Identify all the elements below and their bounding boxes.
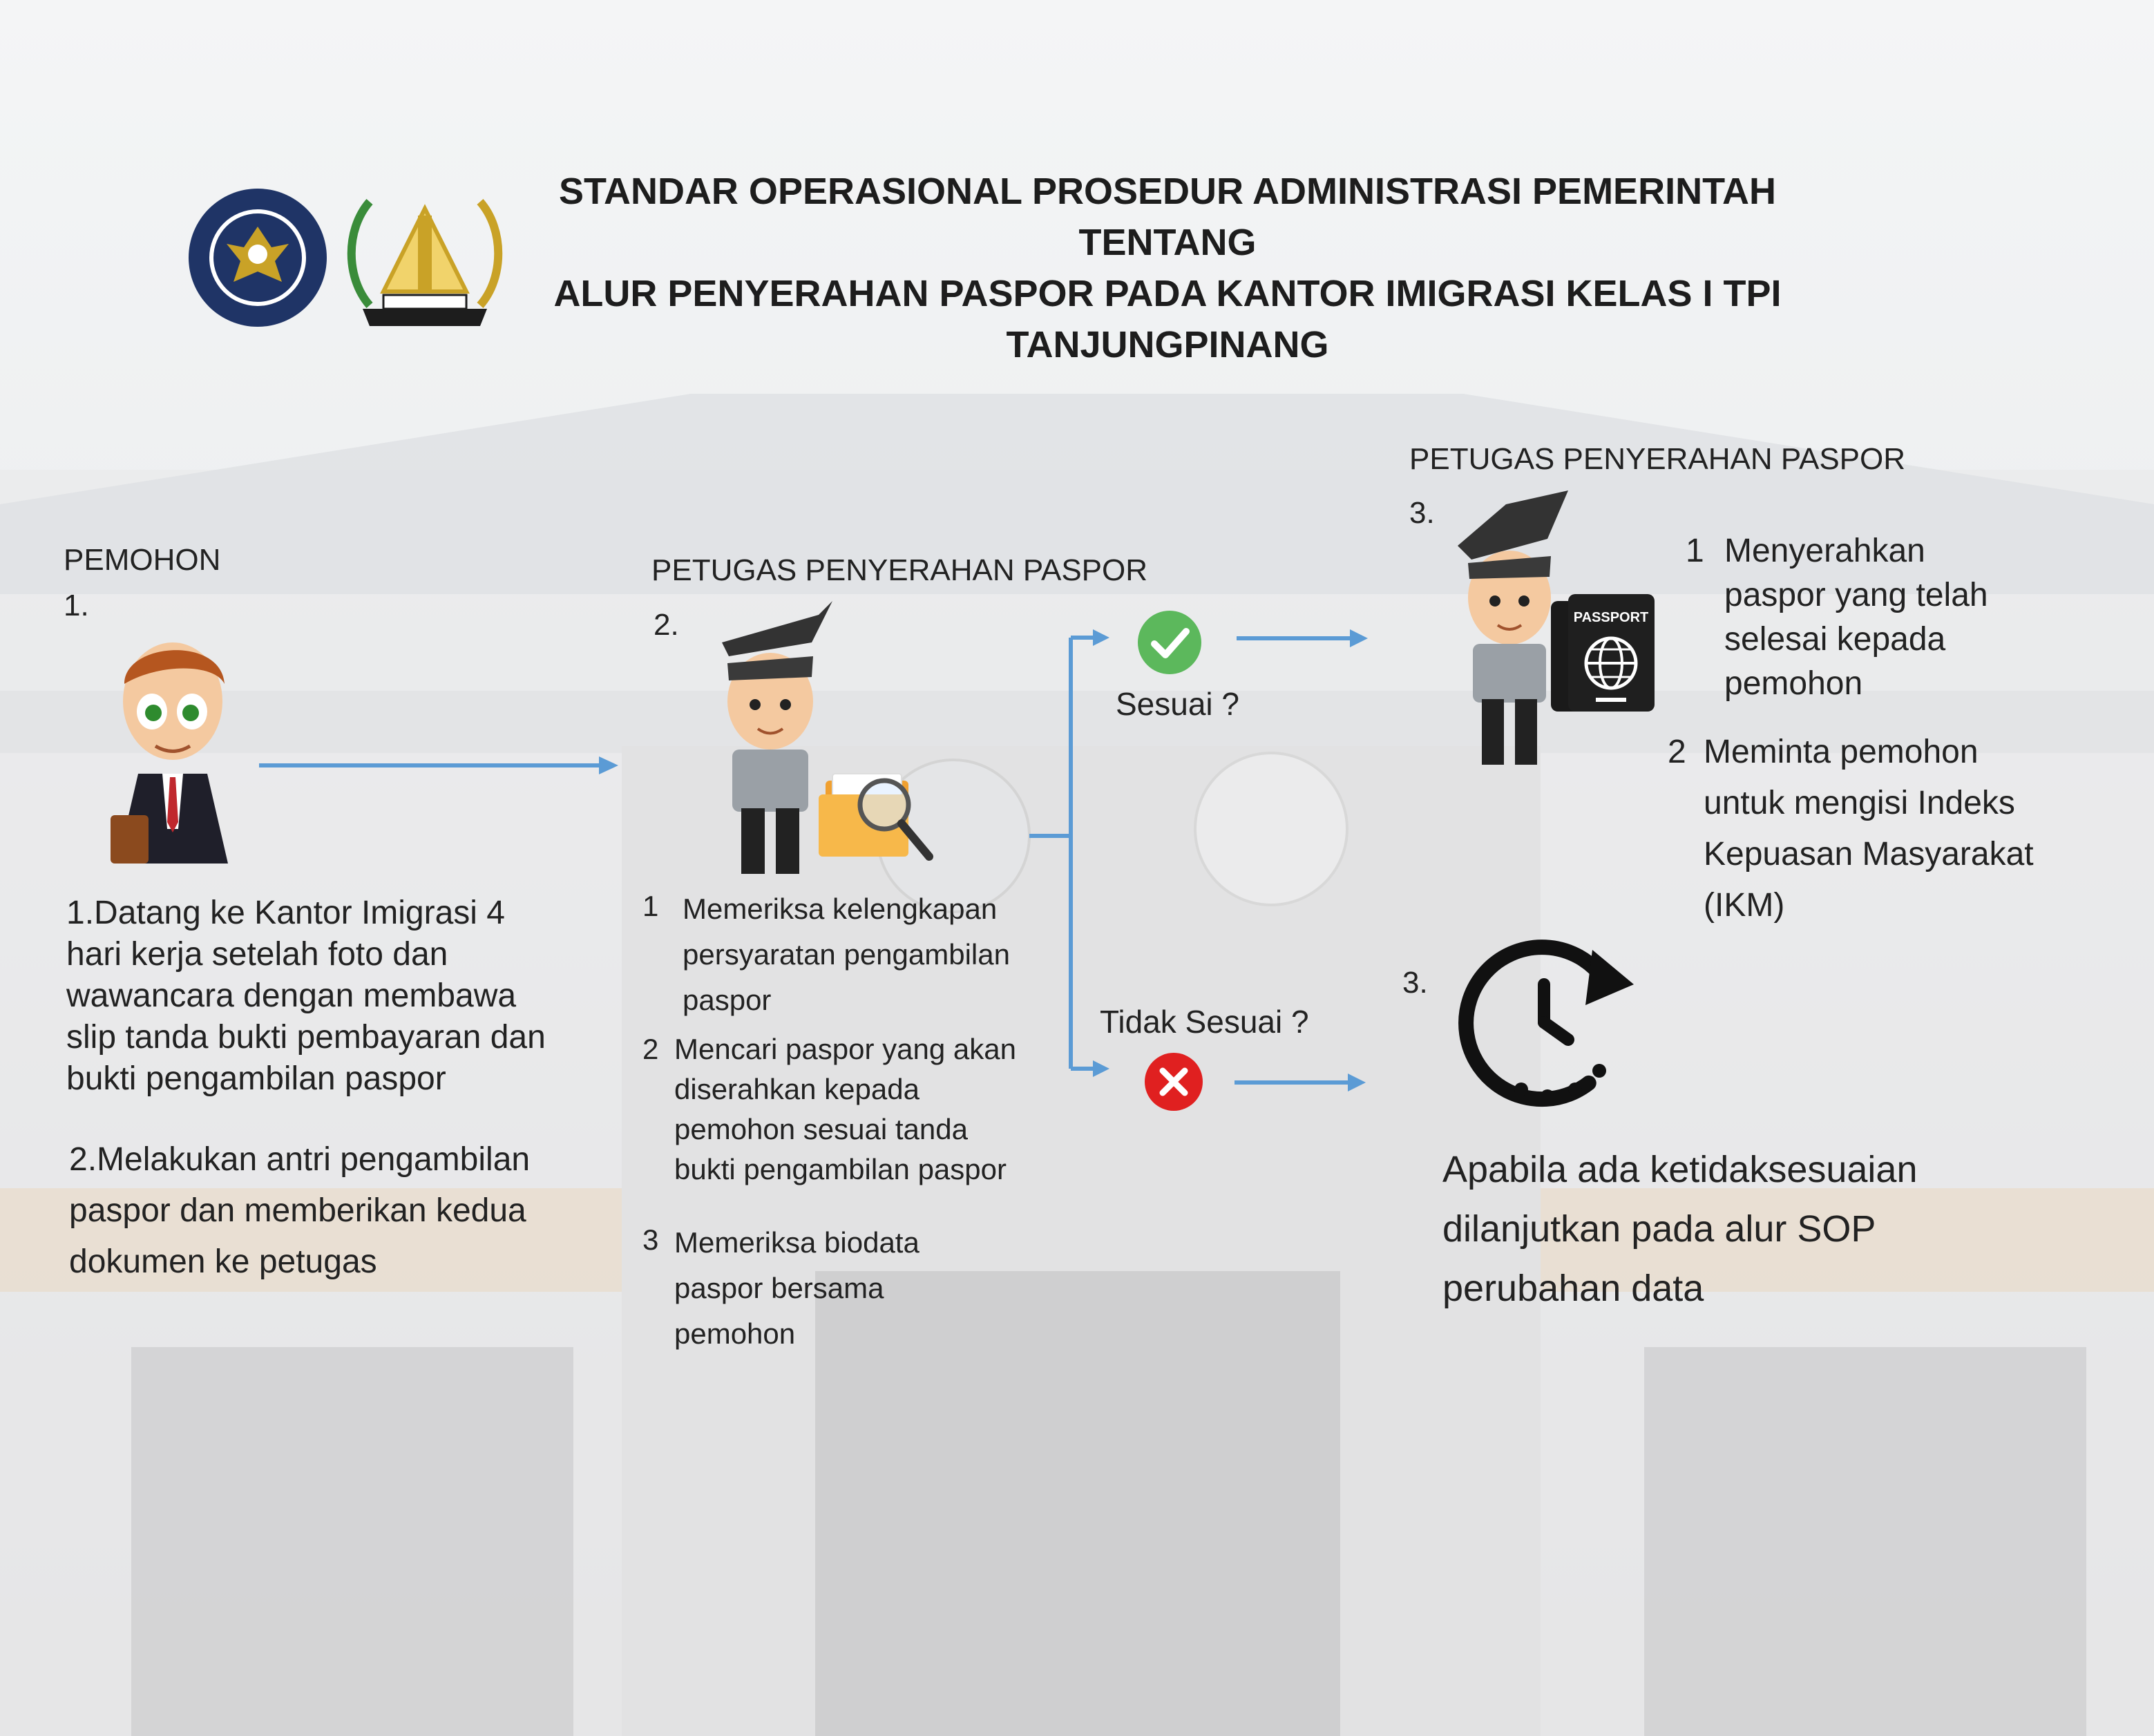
step2-number: 2. xyxy=(654,608,679,642)
cross-icon xyxy=(1143,1051,1204,1112)
step3-task-1-number: 1 xyxy=(1686,533,1704,569)
arrow-yes-to-step3 xyxy=(1237,629,1368,647)
step2-task-3-number: 3 xyxy=(642,1223,659,1256)
step3b-line: dilanjutkan pada alur SOP xyxy=(1442,1208,1876,1250)
step1-role: PEMOHON xyxy=(64,543,221,577)
step1-item-line: bukti pengambilan paspor xyxy=(66,1060,446,1097)
step2-task-3-line: paspor bersama xyxy=(674,1272,884,1304)
step3-task-1 xyxy=(1686,529,2114,706)
decision-yes-label: Sesuai ? xyxy=(1116,686,1240,722)
step2-task-3-line: pemohon xyxy=(674,1317,796,1350)
step3-task-1-line: pemohon xyxy=(1724,665,1863,702)
applicant-figure xyxy=(97,636,249,877)
title-line-1: STANDAR OPERASIONAL PROSEDUR ADMINISTRASI PEMERINTAH xyxy=(558,171,1777,212)
step3-task-2-line: (IKM) xyxy=(1704,887,1785,924)
step2-task-1-line: Memeriksa kelengkapan xyxy=(683,893,998,925)
step1-item-line: wawancara dengan membawa xyxy=(66,977,517,1014)
kementerian-logo xyxy=(185,185,330,330)
step1-number: 1. xyxy=(64,589,89,622)
step2-role: PETUGAS PENYERAHAN PASPOR xyxy=(651,553,1148,587)
step3-role: PETUGAS PENYERAHAN PASPOR xyxy=(1409,442,1906,476)
step2-task-2-line: diserahkan kepada xyxy=(674,1073,919,1105)
step2-task-1-number: 1 xyxy=(642,890,659,922)
passport-icon xyxy=(1551,594,1661,718)
step1-item-line: slip tanda bukti pembayaran dan xyxy=(66,1019,546,1056)
arrow-no-to-step3b xyxy=(1235,1074,1366,1091)
step3-task-1-line: selesai kepada xyxy=(1724,621,1946,658)
step3b-text xyxy=(1442,1140,2064,1318)
passport-label: PASSPORT xyxy=(1573,610,1649,625)
step3-task-1-line: Menyerahkan xyxy=(1724,533,1925,569)
step1-item2-line: dokumen ke petugas xyxy=(69,1243,377,1280)
step1-item2-line: 2.Melakukan antri pengambilan xyxy=(69,1141,531,1178)
title-line-3: ALUR PENYERAHAN PASPOR PADA KANTOR IMIGRASI KELAS I TPI xyxy=(553,273,1782,314)
step1-items xyxy=(66,893,619,1100)
decision-no-label: Tidak Sesuai ? xyxy=(1100,1004,1309,1040)
clock-icon xyxy=(1465,929,1637,1105)
step1-items2 xyxy=(69,1134,622,1288)
step2-task-2 xyxy=(642,1029,1057,1190)
step1-item-line: 1.Datang ke Kantor Imigrasi 4 xyxy=(66,895,505,931)
step3-number: 3. xyxy=(1409,496,1435,530)
step3-task-2-line: Meminta pemohon xyxy=(1704,734,1979,770)
step3b-line: Apabila ada ketidaksesuaian xyxy=(1442,1149,1918,1190)
step2-task-3 xyxy=(642,1220,1057,1357)
step2-task-2-line: Mencari paspor yang akan xyxy=(674,1033,1016,1065)
step2-task-2-line: pemohon sesuai tanda xyxy=(674,1113,968,1145)
step2-task-1 xyxy=(642,886,1057,1023)
check-icon xyxy=(1136,609,1203,676)
arrow-step1-to-step2 xyxy=(259,756,618,774)
step2-task-2-number: 2 xyxy=(642,1033,659,1065)
step1-item2-line: paspor dan memberikan kedua xyxy=(69,1192,526,1229)
step3-task-2-line: untuk mengisi Indeks xyxy=(1704,785,2015,821)
step2-task-2-line: bukti pengambilan paspor xyxy=(674,1153,1007,1185)
step2-task-1-line: persyaratan pengambilan xyxy=(683,938,1010,971)
step2-task-1-line: paspor xyxy=(683,984,772,1016)
step3b-line: perubahan data xyxy=(1442,1268,1704,1309)
title-line-4: TANJUNGPINANG xyxy=(1006,324,1329,365)
step2-task-3-line: Memeriksa biodata xyxy=(674,1226,919,1259)
step3-task-1-line: paspor yang telah xyxy=(1724,577,1988,613)
step3b-number: 3. xyxy=(1402,966,1428,1000)
title-line-2: TENTANG xyxy=(1078,222,1257,263)
step3-task-2-number: 2 xyxy=(1668,734,1686,770)
folder-search-icon xyxy=(819,760,936,870)
step3-task-2 xyxy=(1668,727,2124,931)
page-title xyxy=(414,166,1921,370)
step1-item-line: hari kerja setelah foto dan xyxy=(66,936,448,973)
step3-task-2-line: Kepuasan Masyarakat xyxy=(1704,836,2034,872)
